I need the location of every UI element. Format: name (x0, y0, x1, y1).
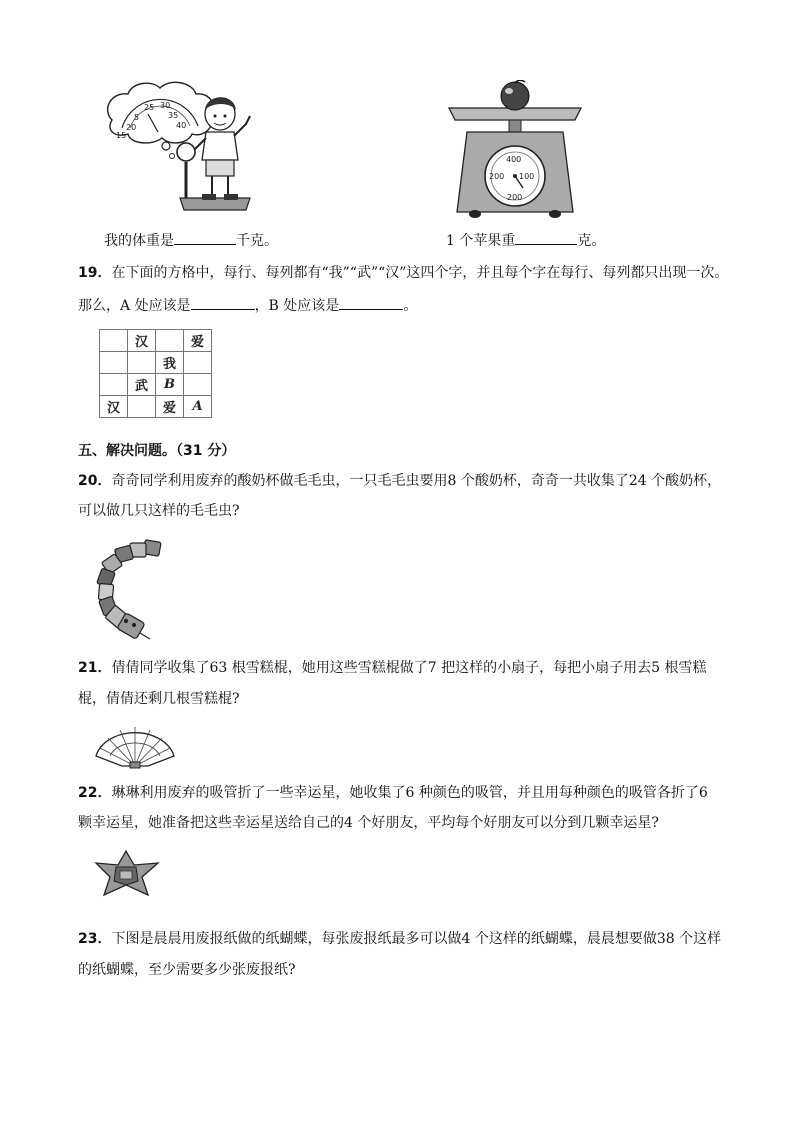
q23-number: 23． (78, 931, 112, 947)
q21-line1-text: 倩倩同学收集了63 根雪糕棍，她用这些雪糕棍做了7 把这样的小扇子，每把小扇子用去5 根雪糕 (111, 660, 707, 676)
q21-line1 (78, 658, 706, 678)
boy-weight-caption (104, 229, 278, 251)
bubble-label-35: 35 (168, 111, 179, 120)
q19-character-grid (99, 329, 212, 418)
bubble-label-25: 25 (144, 103, 155, 112)
fan-illustration (92, 722, 178, 770)
lucky-star-illustration (94, 849, 160, 899)
q20-number: 20． (78, 473, 112, 489)
grid-cell (128, 396, 156, 418)
q20-line1 (78, 471, 721, 491)
q19-line2-pre: 那么，A 处应该是 (78, 298, 191, 314)
grid-cell: 爱 (156, 396, 184, 418)
boy-on-scale-illustration (100, 80, 260, 220)
q23-line2: 的纸蝴蝶，至少需要多少张废报纸? (78, 962, 296, 978)
q23-line1 (78, 929, 721, 949)
apple-dial-label-400: 400 (506, 155, 522, 164)
q21-number: 21． (78, 660, 112, 676)
bubble-label-30: 30 (160, 101, 171, 110)
q19-line1-text: 在下面的方格中，每行、每列都有“我”“武”“汉”这四个字，并且每个字在每行、每列都只出现一次。 (111, 265, 729, 281)
grid-cell: 爱 (184, 330, 212, 352)
q19-number: 19． (78, 265, 112, 281)
apple-dial-label-200-bottom: 200 (507, 193, 523, 202)
grid-cell-a: A (184, 396, 212, 418)
q19-answer-a-blank[interactable] (191, 294, 255, 310)
q19-line2 (78, 294, 417, 316)
bubble-label-15: 15 (116, 131, 127, 140)
apple-dial-label-200-left: 200 (489, 172, 505, 181)
grid-row (100, 374, 212, 396)
caterpillar-illustration (90, 535, 174, 645)
grid-row (100, 396, 212, 418)
q21-line2: 棍，倩倩还剩几根雪糕棍? (78, 691, 240, 707)
q19-line2-post: 。 (403, 298, 418, 314)
q19-line1 (78, 263, 728, 283)
apple-weight-answer-blank[interactable] (515, 229, 577, 245)
q22-line2: 颗幸运星，她准备把这些幸运星送给自己的4 个好朋友，平均每个好朋友可以分到几颗幸运星? (78, 815, 659, 831)
grid-cell (100, 374, 128, 396)
apple-weight-caption-pre: 1 个苹果重 (446, 233, 516, 249)
grid-row (100, 352, 212, 374)
grid-cell: 我 (156, 352, 184, 374)
q20-line1-text: 奇奇同学利用废弃的酸奶杯做毛毛虫，一只毛毛虫要用8 个酸奶杯，奇奇一共收集了24 个酸奶杯， (111, 473, 722, 489)
apple-weight-caption (446, 229, 605, 251)
grid-cell: 汉 (128, 330, 156, 352)
q19-answer-b-blank[interactable] (339, 294, 403, 310)
apple-weight-caption-post: 克。 (577, 233, 606, 249)
q22-line1 (78, 783, 708, 803)
grid-cell (156, 330, 184, 352)
apple-on-scale-illustration (445, 80, 585, 220)
bubble-label-5: 5 (134, 113, 140, 122)
bubble-label-40: 40 (176, 121, 187, 130)
q23-line1-text: 下图是晨晨用废报纸做的纸蝴蝶，每张废报纸最多可以做4 个这样的纸蝴蝶，晨晨想要做38 个这样 (111, 931, 722, 947)
q19-line2-mid: ，B 处应该是 (254, 298, 340, 314)
grid-cell (184, 352, 212, 374)
boy-weight-caption-pre: 我的体重是 (104, 233, 174, 249)
grid-cell: 武 (128, 374, 156, 396)
bubble-label-20: 20 (126, 123, 137, 132)
grid-cell (184, 374, 212, 396)
section-5-title: 五、解决问题。（31 分） (78, 443, 236, 459)
grid-cell (100, 352, 128, 374)
apple-dial-label-100: 100 (519, 172, 535, 181)
grid-cell-b: B (156, 374, 184, 396)
q22-line1-text: 琳琳利用废弃的吸管折了一些幸运星，她收集了6 种颜色的吸管，并且用每种颜色的吸管各折了6 (111, 785, 708, 801)
grid-row (100, 330, 212, 352)
grid-cell (128, 352, 156, 374)
grid-cell: 汉 (100, 396, 128, 418)
grid-cell (100, 330, 128, 352)
q20-line2: 可以做几只这样的毛毛虫? (78, 503, 240, 519)
q22-number: 22． (78, 785, 112, 801)
boy-weight-answer-blank[interactable] (174, 229, 236, 245)
boy-weight-caption-post: 千克。 (236, 233, 278, 249)
